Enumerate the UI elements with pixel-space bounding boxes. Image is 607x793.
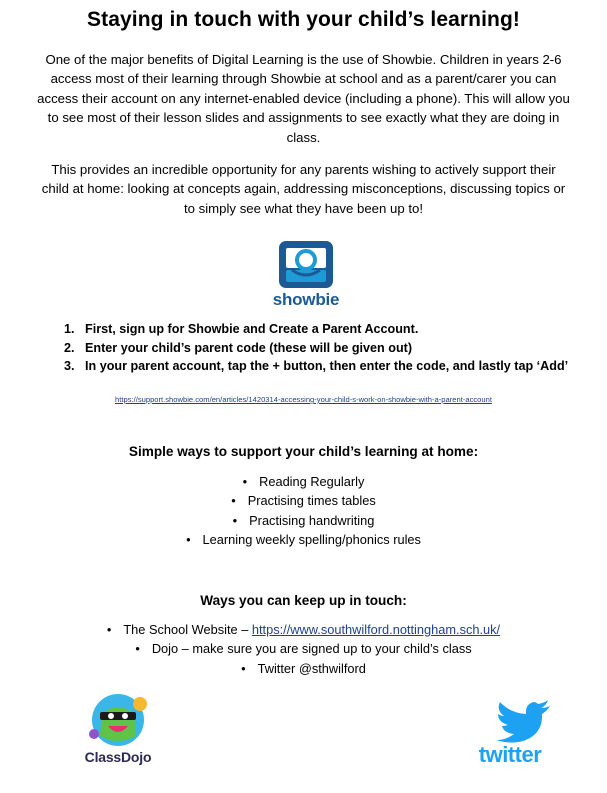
- showbie-logo: [268, 240, 344, 312]
- touch-list: [0, 620, 607, 678]
- showbie-tray-icon: [268, 240, 344, 290]
- support-heading: Simple ways to support your child’s learning at home:: [128, 444, 479, 459]
- list-item-text: Reading Regularly: [259, 474, 365, 489]
- list-item-text: Practising handwriting: [249, 512, 375, 528]
- bullet: •: [106, 622, 112, 637]
- twitter-bird-icon: [464, 696, 556, 744]
- website-prefix: The School Website –: [123, 622, 252, 637]
- step-number: 2.: [64, 340, 75, 355]
- list-item: [0, 511, 607, 530]
- touch-heading: Ways you can keep up in touch:: [200, 593, 407, 608]
- step-item: [60, 320, 600, 339]
- step-text: Enter your child’s parent code (these will be given out): [85, 340, 413, 355]
- steps-list: [60, 320, 600, 376]
- twitter-logo: [464, 696, 556, 772]
- list-item: [0, 659, 607, 678]
- list-item: [0, 530, 607, 549]
- school-website-link[interactable]: https://www.southwilford.nottingham.sch.uk/: [251, 622, 501, 637]
- list-item-text: Learning weekly spelling/phonics rules: [202, 532, 421, 548]
- list-item: [0, 620, 607, 639]
- support-list: [0, 472, 607, 550]
- step-item: [60, 357, 600, 376]
- bullet: •: [231, 493, 236, 509]
- showbie-wordmark: showbie: [272, 290, 340, 309]
- bullet: •: [241, 660, 246, 676]
- twitter-wordmark: twitter: [478, 742, 542, 767]
- list-item-text: Twitter @sthwilford: [257, 660, 366, 676]
- step-item: [60, 339, 600, 358]
- showbie-support-link[interactable]: https://support.showbie.com/en/articles/1420314-accessing-your-child-s-work-on-showbie-with-a-parent-account: [115, 395, 492, 404]
- page-title: Staying in touch with your child’s learning!: [87, 8, 520, 31]
- list-item-text: Practising times tables: [247, 493, 376, 509]
- bullet: •: [242, 474, 248, 489]
- classdojo-monster-icon: [72, 690, 164, 748]
- intro-paragraph: One of the major benefits of Digital Learning is the use of Showbie. Children in years 2-6 access most of their learning through Showbie at school and as a parent/carer you can access their account on any internet-enabled device (including a phone). This will allow you to see most of their lesson slides and assignments to see exactly what they are doing in class.: [37, 52, 570, 145]
- opportunity-paragraph: This provides an incredible opportunity for any parents wishing to actively support their child at home: looking at concepts again, addressing misconceptions, discussing topics or to simply see what they have been up to!: [41, 162, 566, 216]
- step-text: First, sign up for Showbie and Create a Parent Account.: [85, 322, 419, 336]
- list-item: [0, 472, 607, 491]
- step-number: 3.: [64, 359, 75, 373]
- list-item: [0, 639, 607, 658]
- step-number: 1.: [64, 322, 75, 336]
- classdojo-logo: [72, 690, 164, 770]
- classdojo-wordmark: ClassDojo: [84, 749, 152, 765]
- bullet: •: [186, 532, 191, 548]
- list-item-text: Dojo – make sure you are signed up to your child’s class: [151, 641, 472, 657]
- list-item: [0, 491, 607, 510]
- step-text: In your parent account, tap the + button, then enter the code, and lastly tap ‘Add’: [85, 359, 569, 373]
- bullet: •: [135, 641, 140, 657]
- bullet: •: [232, 512, 238, 528]
